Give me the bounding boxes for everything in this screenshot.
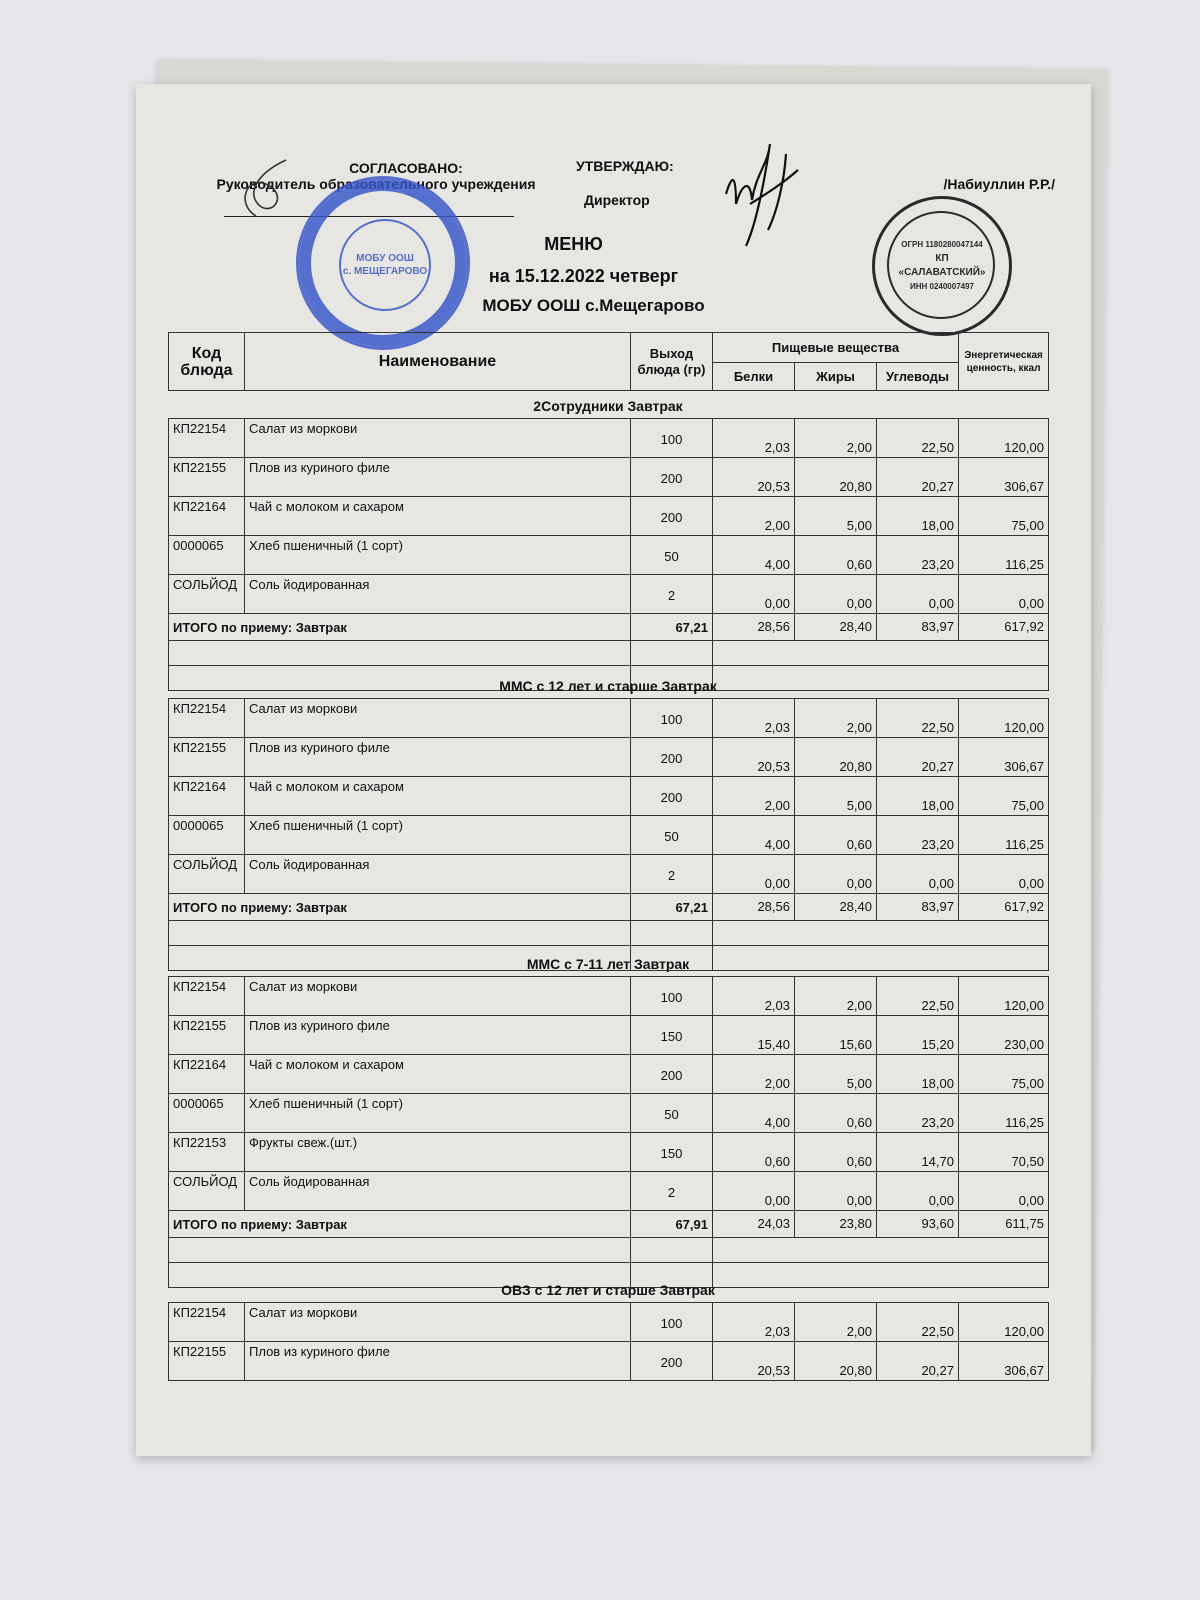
cell-energy: 306,67	[959, 458, 1049, 497]
cell-yield: 50	[631, 1094, 713, 1133]
cell-protein: 4,00	[713, 816, 795, 855]
cell-code: КП22155	[169, 1342, 245, 1381]
cell-carbs: 20,27	[877, 458, 959, 497]
total-row	[169, 1211, 1049, 1238]
col-code: Код блюда	[169, 333, 245, 391]
table-row	[169, 816, 1049, 855]
signature-left-icon	[226, 154, 316, 224]
director-name: /Набиуллин Р.Р./	[943, 176, 1055, 192]
cell-protein: 2,03	[713, 977, 795, 1016]
cell-yield: 200	[631, 738, 713, 777]
section-table	[168, 1302, 1049, 1381]
table-row	[169, 1133, 1049, 1172]
cell-fat: 5,00	[795, 1055, 877, 1094]
table-row	[169, 458, 1049, 497]
cell-energy: 75,00	[959, 777, 1049, 816]
cell-yield: 2	[631, 575, 713, 614]
cell-fat: 20,80	[795, 1342, 877, 1381]
cell-code: КП22155	[169, 738, 245, 777]
cell-fat: 2,00	[795, 699, 877, 738]
cell-energy: 120,00	[959, 1303, 1049, 1342]
total-protein: 24,03	[713, 1211, 795, 1238]
col-carbs: Углеводы	[877, 363, 959, 391]
cell-fat: 20,80	[795, 738, 877, 777]
cell-energy: 70,50	[959, 1133, 1049, 1172]
table-row	[169, 977, 1049, 1016]
total-carbs: 83,97	[877, 894, 959, 921]
cell-fat: 20,80	[795, 458, 877, 497]
cell-name: Соль йодированная	[245, 1172, 631, 1211]
cell-energy: 306,67	[959, 1342, 1049, 1381]
cell-yield: 200	[631, 458, 713, 497]
column-header	[168, 332, 1049, 391]
cell-energy: 0,00	[959, 855, 1049, 894]
school-stamp	[296, 176, 470, 350]
blank-cell	[631, 1238, 713, 1263]
cell-protein: 15,40	[713, 1016, 795, 1055]
section-title: 2Сотрудники Завтрак	[533, 398, 683, 414]
table-row	[169, 575, 1049, 614]
cell-name: Плов из куриного филе	[245, 458, 631, 497]
cell-name: Плов из куриного филе	[245, 738, 631, 777]
cell-fat: 0,60	[795, 1094, 877, 1133]
blank-cell	[169, 1238, 631, 1263]
company-stamp-name: «САЛАВАТСКИЙ»	[898, 267, 986, 278]
cell-code: 0000065	[169, 1094, 245, 1133]
cell-name: Салат из моркови	[245, 699, 631, 738]
cell-protein: 20,53	[713, 1342, 795, 1381]
menu-document	[136, 84, 1091, 1456]
cell-code: 0000065	[169, 816, 245, 855]
cell-yield: 200	[631, 777, 713, 816]
cell-fat: 0,00	[795, 1172, 877, 1211]
cell-name: Хлеб пшеничный (1 сорт)	[245, 536, 631, 575]
cell-protein: 2,03	[713, 1303, 795, 1342]
cell-protein: 4,00	[713, 1094, 795, 1133]
total-carbs: 83,97	[877, 614, 959, 641]
cell-protein: 0,60	[713, 1133, 795, 1172]
menu-date: на 15.12.2022 четверг	[488, 266, 679, 286]
total-yield: 67,21	[631, 894, 713, 921]
cell-protein: 0,00	[713, 575, 795, 614]
menu-school: МОБУ ООШ с.Мещегарово	[482, 296, 705, 315]
blank-cell	[169, 641, 631, 666]
cell-yield: 100	[631, 419, 713, 458]
cell-name: Фрукты свеж.(шт.)	[245, 1133, 631, 1172]
cell-yield: 50	[631, 536, 713, 575]
cell-carbs: 0,00	[877, 1172, 959, 1211]
cell-fat: 0,60	[795, 1133, 877, 1172]
cell-carbs: 20,27	[877, 1342, 959, 1381]
total-label: ИТОГО по приему: Завтрак	[169, 614, 631, 641]
cell-code: КП22164	[169, 1055, 245, 1094]
cell-code: СОЛЬЙОД	[169, 575, 245, 614]
col-nutrients: Пищевые вещества	[713, 333, 959, 363]
cell-code: СОЛЬЙОД	[169, 1172, 245, 1211]
confirm-block	[576, 158, 674, 208]
cell-yield: 150	[631, 1133, 713, 1172]
total-row	[169, 614, 1049, 641]
cell-protein: 2,03	[713, 699, 795, 738]
cell-name: Салат из моркови	[245, 1303, 631, 1342]
cell-energy: 75,00	[959, 497, 1049, 536]
total-row	[169, 894, 1049, 921]
section-title: ОВЗ с 12 лет и старше Завтрак	[501, 1282, 715, 1298]
cell-carbs: 20,27	[877, 738, 959, 777]
total-fat: 23,80	[795, 1211, 877, 1238]
cell-code: КП22164	[169, 777, 245, 816]
cell-carbs: 18,00	[877, 497, 959, 536]
section-title: ММС с 12 лет и старше Завтрак	[499, 678, 717, 694]
school-stamp-text1: МОБУ ООШ	[356, 253, 414, 264]
cell-protein: 0,00	[713, 1172, 795, 1211]
blank-cell	[713, 641, 1049, 666]
cell-yield: 100	[631, 977, 713, 1016]
cell-name: Соль йодированная	[245, 575, 631, 614]
cell-energy: 120,00	[959, 419, 1049, 458]
table-row	[169, 855, 1049, 894]
approved-role: Руководитель образовательного учреждения	[216, 176, 536, 192]
cell-yield: 200	[631, 497, 713, 536]
cell-name: Плов из куриного филе	[245, 1342, 631, 1381]
company-stamp-ogrn: ОГРН 1180280047144	[901, 240, 983, 249]
blank-cell	[713, 1238, 1049, 1263]
table-row	[169, 1172, 1049, 1211]
cell-carbs: 22,50	[877, 699, 959, 738]
cell-fat: 0,00	[795, 855, 877, 894]
cell-fat: 5,00	[795, 777, 877, 816]
confirm-label: УТВЕРЖДАЮ:	[576, 158, 674, 174]
cell-fat: 0,60	[795, 536, 877, 575]
cell-energy: 120,00	[959, 977, 1049, 1016]
total-protein: 28,56	[713, 614, 795, 641]
total-energy: 617,92	[959, 894, 1049, 921]
cell-yield: 100	[631, 699, 713, 738]
cell-yield: 100	[631, 1303, 713, 1342]
cell-fat: 2,00	[795, 1303, 877, 1342]
cell-yield: 200	[631, 1055, 713, 1094]
cell-fat: 2,00	[795, 419, 877, 458]
cell-fat: 2,00	[795, 977, 877, 1016]
table-row	[169, 1094, 1049, 1133]
section-title: ММС с 7-11 лет Завтрак	[526, 956, 690, 972]
cell-protein: 2,03	[713, 419, 795, 458]
approved-label: СОГЛАСОВАНО:	[349, 160, 463, 176]
section-table	[168, 976, 1049, 1288]
director-label: Директор	[584, 192, 650, 208]
cell-carbs: 23,20	[877, 816, 959, 855]
section-table	[168, 418, 1049, 691]
cell-code: КП22155	[169, 1016, 245, 1055]
cell-yield: 150	[631, 1016, 713, 1055]
cell-name: Чай с молоком и сахаром	[245, 497, 631, 536]
total-energy: 611,75	[959, 1211, 1049, 1238]
cell-protein: 2,00	[713, 497, 795, 536]
cell-yield: 50	[631, 816, 713, 855]
total-yield: 67,21	[631, 614, 713, 641]
table-row	[169, 777, 1049, 816]
cell-code: 0000065	[169, 536, 245, 575]
cell-yield: 2	[631, 1172, 713, 1211]
blank-row	[169, 641, 1049, 666]
cell-code: КП22153	[169, 1133, 245, 1172]
cell-protein: 2,00	[713, 1055, 795, 1094]
table-row	[169, 1342, 1049, 1381]
total-fat: 28,40	[795, 894, 877, 921]
school-stamp-text2: с. МЕЩЕГАРОВО	[342, 266, 428, 277]
cell-carbs: 15,20	[877, 1016, 959, 1055]
table-row	[169, 1303, 1049, 1342]
total-energy: 617,92	[959, 614, 1049, 641]
cell-carbs: 22,50	[877, 419, 959, 458]
cell-fat: 5,00	[795, 497, 877, 536]
cell-energy: 0,00	[959, 1172, 1049, 1211]
table-row	[169, 699, 1049, 738]
cell-code: КП22155	[169, 458, 245, 497]
blank-row	[169, 1238, 1049, 1263]
cell-protein: 20,53	[713, 458, 795, 497]
cell-code: КП22154	[169, 1303, 245, 1342]
cell-carbs: 0,00	[877, 575, 959, 614]
col-protein: Белки	[713, 363, 795, 391]
cell-name: Плов из куриного филе	[245, 1016, 631, 1055]
blank-cell	[631, 641, 713, 666]
cell-name: Чай с молоком и сахаром	[245, 1055, 631, 1094]
total-label: ИТОГО по приему: Завтрак	[169, 894, 631, 921]
cell-energy: 116,25	[959, 536, 1049, 575]
cell-yield: 200	[631, 1342, 713, 1381]
cell-carbs: 0,00	[877, 855, 959, 894]
cell-carbs: 23,20	[877, 536, 959, 575]
cell-code: КП22154	[169, 419, 245, 458]
cell-yield: 2	[631, 855, 713, 894]
table-row	[169, 419, 1049, 458]
table-row	[169, 1016, 1049, 1055]
table-row	[169, 497, 1049, 536]
blank-cell	[713, 921, 1049, 946]
total-fat: 28,40	[795, 614, 877, 641]
cell-energy: 75,00	[959, 1055, 1049, 1094]
col-fat: Жиры	[795, 363, 877, 391]
company-stamp-kp: КП	[935, 253, 949, 264]
section-table	[168, 698, 1049, 971]
cell-fat: 0,00	[795, 575, 877, 614]
cell-carbs: 23,20	[877, 1094, 959, 1133]
cell-energy: 230,00	[959, 1016, 1049, 1055]
menu-title: МЕНЮ	[544, 234, 603, 254]
cell-name: Хлеб пшеничный (1 сорт)	[245, 1094, 631, 1133]
cell-name: Чай с молоком и сахаром	[245, 777, 631, 816]
cell-name: Хлеб пшеничный (1 сорт)	[245, 816, 631, 855]
cell-name: Салат из моркови	[245, 977, 631, 1016]
table-row	[169, 536, 1049, 575]
company-stamp-inn: ИНН 0240007497	[909, 282, 975, 291]
total-carbs: 93,60	[877, 1211, 959, 1238]
cell-energy: 306,67	[959, 738, 1049, 777]
blank-cell	[169, 921, 631, 946]
cell-carbs: 14,70	[877, 1133, 959, 1172]
total-label: ИТОГО по приему: Завтрак	[169, 1211, 631, 1238]
blank-cell	[631, 921, 713, 946]
cell-energy: 116,25	[959, 816, 1049, 855]
cell-name: Салат из моркови	[245, 419, 631, 458]
table-row	[169, 1055, 1049, 1094]
cell-energy: 120,00	[959, 699, 1049, 738]
cell-code: КП22164	[169, 497, 245, 536]
col-yield: Выход блюда (гр)	[631, 333, 713, 391]
cell-protein: 0,00	[713, 855, 795, 894]
cell-code: КП22154	[169, 699, 245, 738]
total-protein: 28,56	[713, 894, 795, 921]
cell-name: Соль йодированная	[245, 855, 631, 894]
cell-fat: 15,60	[795, 1016, 877, 1055]
cell-protein: 4,00	[713, 536, 795, 575]
col-energy: Энергетическая ценность, ккал	[959, 333, 1049, 391]
cell-carbs: 22,50	[877, 977, 959, 1016]
cell-energy: 116,25	[959, 1094, 1049, 1133]
cell-carbs: 18,00	[877, 1055, 959, 1094]
cell-fat: 0,60	[795, 816, 877, 855]
cell-carbs: 18,00	[877, 777, 959, 816]
cell-code: СОЛЬЙОД	[169, 855, 245, 894]
col-name: Наименование	[245, 333, 631, 391]
total-yield: 67,91	[631, 1211, 713, 1238]
table-row	[169, 738, 1049, 777]
cell-energy: 0,00	[959, 575, 1049, 614]
cell-carbs: 22,50	[877, 1303, 959, 1342]
blank-row	[169, 921, 1049, 946]
cell-code: КП22154	[169, 977, 245, 1016]
cell-protein: 2,00	[713, 777, 795, 816]
cell-protein: 20,53	[713, 738, 795, 777]
